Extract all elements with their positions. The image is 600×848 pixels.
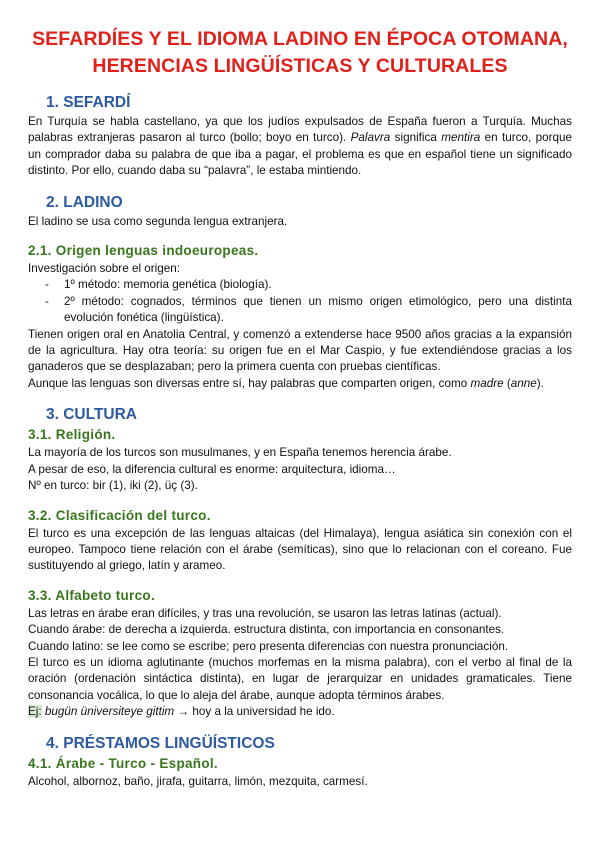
- section-heading-sefardi: 1. SEFARDÍ: [46, 94, 131, 111]
- paragraph: Cuando árabe: de derecha a izquierda. estructura distinta, con importancia en consonantes.: [28, 623, 505, 637]
- text-run: En Turquía se habla castellano, ya que los judíos expulsados de España fueron a Turquía. Muchas palabras extranjeras pasaron al turco (bollo; boyo en turco).: [28, 115, 572, 145]
- italic-term: mentira: [441, 131, 481, 145]
- example-line: [28, 704, 572, 720]
- paragraph: [28, 376, 572, 392]
- italic-term: anne: [510, 376, 537, 390]
- paragraph: Tienen origen oral en Anatolia Central, y comenzó a extenderse hace 9500 años gracias a la expansión de la agricultura. Hay otra teoría: su origen fue en el Mar Caspio, y fue extendiéndose gracias a los ganaderos que se desplazaban; pero la primera cuenta con pruebas científicas.: [28, 327, 572, 374]
- paragraph: El ladino se usa como segunda lengua extranjera.: [28, 214, 288, 228]
- text-run: significa: [390, 131, 442, 145]
- paragraph: El turco es una excepción de las lenguas altaicas (del Himalaya), lengua asiática sin conexión con el europeo. Tampoco tiene relación con el árabe (semíticas), sino que lo relacionan con el coreano. Fue sustituyendo al griego, latín y arameo.: [28, 526, 572, 573]
- example-label: Ej:: [28, 705, 42, 719]
- paragraph: Alcohol, albornoz, baño, jirafa, guitarra, limón, mezquita, carmesí.: [28, 774, 368, 788]
- italic-term: madre: [470, 376, 504, 390]
- paragraph: Cuando latino: se lee como se escribe; pero presenta diferencias con nuestra pronunciación.: [28, 639, 509, 653]
- paragraph: Investigación sobre el origen:: [28, 262, 181, 276]
- subsection-heading-religion: 3.1. Religión.: [28, 427, 116, 443]
- section-heading-ladino: 2. LADINO: [46, 193, 123, 211]
- subsection-heading-origen: 2.1. Origen lenguas indoeuropeas.: [28, 243, 259, 259]
- list-item: - 1º método: memoria genética (biología).: [28, 277, 572, 293]
- paragraph: El turco es un idioma aglutinante (muchos morfemas en la misma palabra), con el verbo al final de la oración (ordenación sintáctica distinta), en lugar de jerarquizar en unidades gramaticales. Tiene consonancia vocálica, lo que lo aleja del árabe, aunque adopta términos árabes.: [28, 655, 572, 702]
- text-run: en turco, porque un comprador daba su palabra de que iba a pagar, el problema es que en español tiene un significado distinto. Por ello, cuando daba su “palavra”, le estaba mintiendo.: [28, 131, 572, 178]
- method-list: [28, 277, 572, 326]
- section-heading-prestamos: 4. PRÉSTAMOS LINGÜÍSTICOS: [46, 734, 275, 752]
- paragraph: [28, 114, 572, 180]
- paragraph: Nº en turco: bir (1), iki (2), üç (3).: [28, 479, 198, 493]
- example-translation: → hoy a la universidad he ido.: [174, 705, 335, 719]
- subsection-heading-clasificacion: 3.2. Clasificación del turco.: [28, 507, 211, 523]
- paragraph: Las letras en árabe eran difíciles, y tras una revolución, se usaron las letras latinas (actual).: [28, 606, 502, 620]
- paragraph: La mayoría de los turcos son musulmanes, y en España tenemos herencia árabe.: [28, 446, 452, 460]
- document-page: [28, 26, 572, 790]
- paragraph: A pesar de eso, la diferencia cultural es enorme: arquitectura, idioma…: [28, 462, 396, 476]
- list-item: - 2º método: cognados, términos que tienen un mismo origen etimológico, pero una distinta evolución fonética (lingüística).: [28, 294, 572, 327]
- section-heading-cultura: 3. CULTURA: [46, 406, 137, 424]
- text-run: ).: [536, 376, 544, 390]
- text-run: Aunque las lenguas son diversas entre sí, hay palabras que comparten origen, como: [28, 376, 471, 390]
- document-title: SEFARDÍES Y EL IDIOMA LADINO EN ÉPOCA OTOMANA, HERENCIAS LINGÜÍSTICAS Y CULTURALES: [32, 28, 568, 77]
- subsection-heading-alfabeto: 3.3. Alfabeto turco.: [28, 587, 156, 603]
- italic-term: Palavra: [350, 131, 391, 145]
- subsection-heading-arabe-turco-espanol: 4.1. Árabe - Turco - Español.: [28, 755, 218, 771]
- example-turkish: bugün üniversiteye gittim: [44, 705, 175, 719]
- text-run: (: [503, 376, 511, 390]
